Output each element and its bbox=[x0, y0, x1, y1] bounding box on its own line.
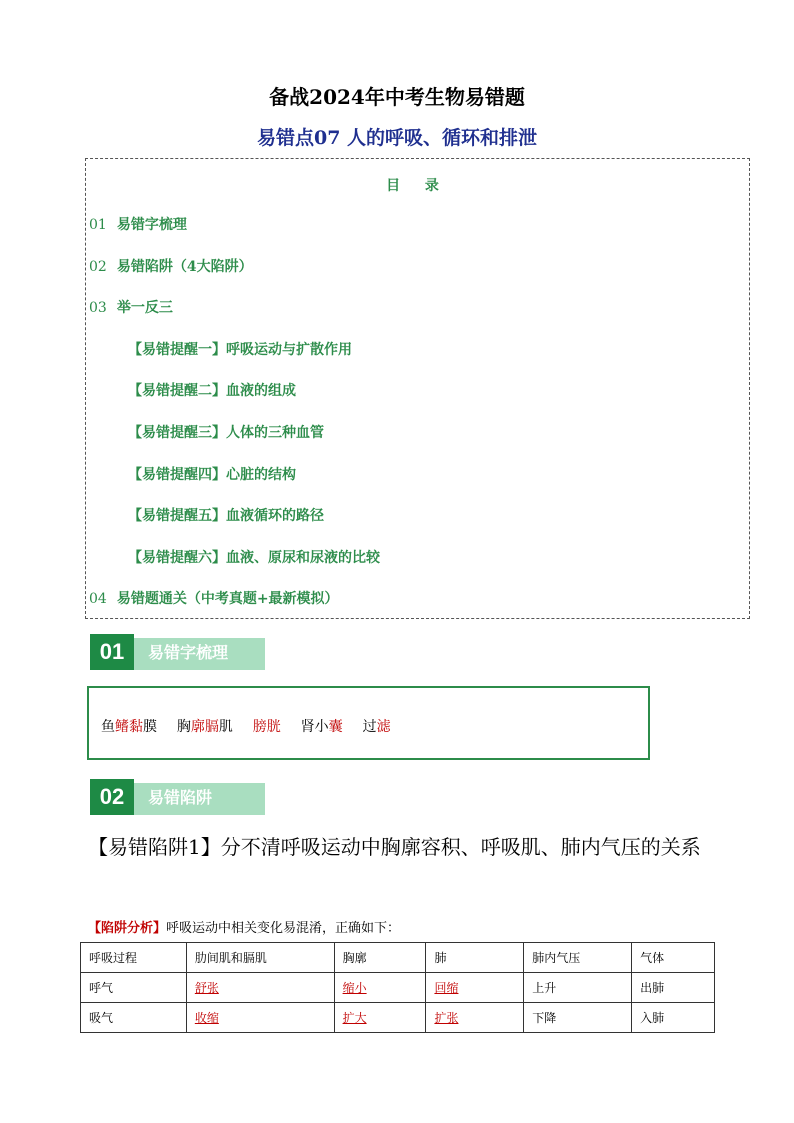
table-row bbox=[81, 973, 715, 1003]
toc-item-number: 02 bbox=[89, 259, 107, 275]
table-cell: 回缩 bbox=[426, 973, 524, 1003]
word-item: 鱼鳍黏膜 bbox=[101, 718, 157, 734]
toc-heading: 目 录 bbox=[386, 178, 449, 194]
toc-reminder-5[interactable]: 【易错提醒五】血液循环的路径 bbox=[128, 508, 324, 524]
word-item: 过滤 bbox=[362, 718, 391, 734]
table-header-cell: 肋间肌和膈肌 bbox=[186, 943, 334, 973]
table-cell: 扩张 bbox=[426, 1003, 524, 1033]
toc-item-label: 举一反三 bbox=[116, 300, 173, 316]
toc-item-label: 易错字梳理 bbox=[116, 217, 187, 233]
table-cell: 呼气 bbox=[81, 973, 187, 1003]
toc-item-03[interactable] bbox=[89, 299, 173, 317]
toc-item-number: 03 bbox=[89, 300, 107, 316]
table-cell: 上升 bbox=[524, 973, 632, 1003]
table-header-row bbox=[81, 943, 715, 973]
trap-heading: 【易错陷阱1】分不清呼吸运动中胸廓容积、呼吸肌、肺内气压的关系 bbox=[88, 835, 701, 859]
breathing-comparison-table bbox=[80, 942, 715, 1033]
word-list bbox=[101, 716, 407, 736]
trap-analysis bbox=[88, 917, 400, 936]
section-number: 01 bbox=[90, 634, 134, 670]
table-cell: 缩小 bbox=[334, 973, 426, 1003]
toc-reminder-4[interactable]: 【易错提醒四】心脏的结构 bbox=[128, 467, 296, 483]
analysis-text: 呼吸运动中相关变化易混淆，正确如下： bbox=[166, 920, 401, 935]
word-item: 胸廓膈肌 bbox=[176, 718, 233, 734]
toc-reminder-1[interactable]: 【易错提醒一】呼吸运动与扩散作用 bbox=[128, 342, 352, 358]
document-title: 备战2024年中考生物易错题 bbox=[269, 85, 525, 109]
toc-reminder-3[interactable]: 【易错提醒三】人体的三种血管 bbox=[128, 425, 324, 441]
section-banner-01 bbox=[90, 634, 265, 670]
table-cell: 舒张 bbox=[186, 973, 334, 1003]
table-cell: 扩大 bbox=[334, 1003, 426, 1033]
table-header-cell: 肺 bbox=[426, 943, 524, 973]
word-item: 膀胱 bbox=[252, 718, 281, 734]
word-item: 肾小囊 bbox=[300, 718, 343, 734]
toc-item-02[interactable] bbox=[89, 258, 253, 276]
table-row bbox=[81, 1003, 715, 1033]
toc-item-label: 易错陷阱（4大陷阱） bbox=[116, 259, 253, 275]
table-header-cell: 肺内气压 bbox=[524, 943, 632, 973]
toc-item-04[interactable] bbox=[89, 590, 339, 608]
table-cell: 出肺 bbox=[632, 973, 715, 1003]
toc-reminder-6[interactable]: 【易错提醒六】血液、原尿和尿液的比较 bbox=[128, 550, 380, 566]
toc-item-number: 04 bbox=[89, 591, 107, 607]
table-header-cell: 呼吸过程 bbox=[81, 943, 187, 973]
word-list-box bbox=[87, 686, 650, 760]
toc-reminder-2[interactable]: 【易错提醒二】血液的组成 bbox=[128, 383, 296, 399]
toc-item-01[interactable] bbox=[89, 216, 187, 234]
analysis-tag: 【陷阱分析】 bbox=[88, 920, 167, 935]
document-subtitle: 易错点07 人的呼吸、循环和排泄 bbox=[256, 127, 538, 149]
table-cell: 吸气 bbox=[81, 1003, 187, 1033]
table-cell: 入肺 bbox=[632, 1003, 715, 1033]
toc-item-label: 易错题通关（中考真题+最新模拟） bbox=[116, 591, 339, 607]
section-banner-02 bbox=[90, 779, 265, 815]
table-of-contents bbox=[85, 158, 750, 619]
section-number: 02 bbox=[90, 779, 134, 815]
table-cell: 下降 bbox=[524, 1003, 632, 1033]
table-cell: 收缩 bbox=[186, 1003, 334, 1033]
section-label: 易错字梳理 bbox=[134, 638, 265, 670]
section-label: 易错陷阱 bbox=[134, 783, 265, 815]
table-header-cell: 胸廓 bbox=[334, 943, 426, 973]
toc-item-number: 01 bbox=[89, 217, 107, 233]
table-header-cell: 气体 bbox=[632, 943, 715, 973]
